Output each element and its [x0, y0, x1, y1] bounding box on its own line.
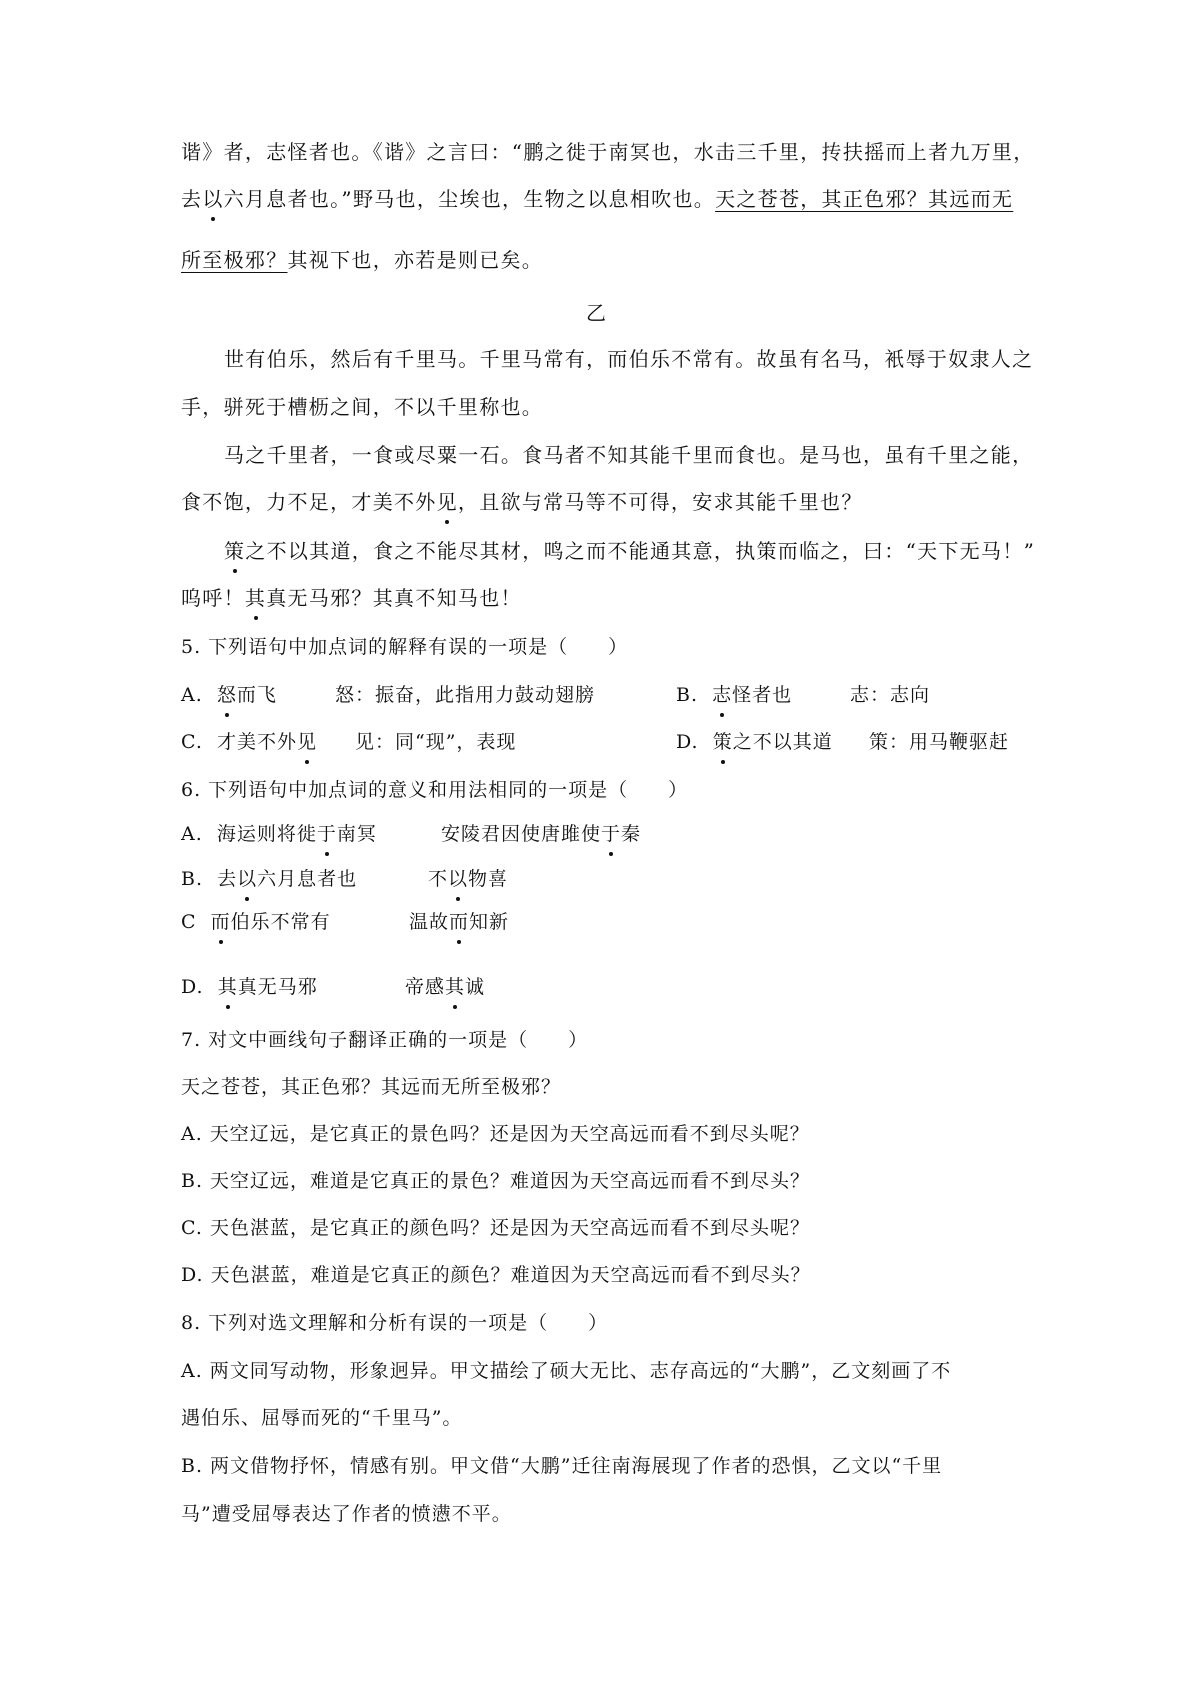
- yi-p3-line-2: 呜呼！其真无马邪？其真不知马也！: [181, 586, 522, 610]
- q5-option-b: B. 志怪者也: [676, 684, 793, 706]
- emphasis-dot-char: 而: [449, 911, 470, 933]
- q6-option-d: D. 其真无马邪: [181, 976, 318, 998]
- q7-option-d: D. 天色湛蓝，难道是它真正的颜色？难道因为天空高远而看不到尽头？: [181, 1264, 811, 1286]
- jia-line-3: 所至极邪？其视下也，亦若是则已矣。: [181, 248, 544, 272]
- underlined-sentence-part2: 所至极邪？: [181, 248, 288, 272]
- q7-option-a: A. 天空辽远，是它真正的景色吗？还是因为天空高远而看不到尽头呢？: [181, 1123, 810, 1145]
- q5-option-c-explanation: 见：同“现”，表现: [355, 731, 517, 753]
- q7-stem: 7. 对文中画线句子翻译正确的一项是（ ）: [181, 1029, 589, 1051]
- q8-option-b-line-2: 马”遭受屈辱表达了作者的愤懑不平。: [181, 1503, 512, 1525]
- section-title-yi: 乙: [586, 301, 608, 325]
- emphasis-dot-char: 志: [712, 684, 733, 706]
- q8-option-a-line-2: 遇伯乐、屈辱而死的“千里马”。: [181, 1407, 463, 1429]
- emphasis-dot-char: 以: [202, 187, 224, 211]
- jia-line-2: 去以六月息者也。”野马也，尘埃也，生物之以息相吹也。天之苍苍，其正色邪？其远而无: [181, 187, 1014, 211]
- jia-line-1: 谐》者，志怪者也。《谐》之言曰：“鹏之徙于南冥也，水击三千里，抟扶摇而上者九万里，: [181, 140, 1035, 164]
- emphasis-dot-char: 其: [217, 976, 238, 998]
- q5-option-a: A. 怒而飞: [181, 684, 277, 706]
- emphasis-dot-char: 而: [210, 911, 231, 933]
- emphasis-dot-char: 以: [237, 868, 258, 890]
- q5-option-d: D. 策之不以其道: [676, 731, 833, 753]
- q7-option-c: C. 天色湛蓝，是它真正的颜色吗？还是因为天空高远而看不到尽头呢？: [181, 1217, 810, 1239]
- emphasis-dot-char: 其: [445, 976, 466, 998]
- yi-p3-line-1: 策之不以其道，食之不能尽其材，鸣之而不能通其意，执策而临之，曰：“天下无马！”: [224, 539, 1036, 563]
- q8-stem: 8. 下列对选文理解和分析有误的一项是（ ）: [181, 1312, 609, 1334]
- emphasis-dot-char: 见: [436, 490, 458, 514]
- emphasis-dot-char: 见: [297, 731, 318, 753]
- yi-p1-line-2: 手，骈死于槽枥之间，不以千里称也。: [181, 395, 544, 419]
- q5-option-b-explanation: 志：志向: [850, 684, 931, 706]
- q7-option-b: B. 天空辽远，难道是它真正的景色？难道因为天空高远而看不到尽头？: [181, 1170, 811, 1192]
- emphasis-dot-char: 于: [601, 823, 622, 845]
- q8-option-b-line-1: B. 两文借物抒怀，情感有别。甲文借“大鹏”迁往南海展现了作者的恐惧，乙文以“千里: [181, 1455, 943, 1477]
- yi-p1-line-1: 世有伯乐，然后有千里马。千里马常有，而伯乐不常有。故虽有名马，衹辱于奴隶人之: [224, 347, 1034, 371]
- q6-option-c-compare: 温故而知新: [409, 911, 510, 933]
- emphasis-dot-char: 怒: [216, 684, 237, 706]
- yi-p2-line-1: 马之千里者，一食或尽粟一石。食马者不知其能千里而食也。是马也，虽有千里之能，: [224, 443, 1034, 467]
- emphasis-dot-char: 策: [224, 539, 246, 563]
- q7-sentence: 天之苍苍，其正色邪？其远而无所至极邪？: [181, 1076, 562, 1098]
- q6-option-c: C 而伯乐不常有: [181, 911, 331, 933]
- q6-option-a: A. 海运则将徙于南冥: [181, 823, 377, 845]
- q5-option-c: C. 才美不外见: [181, 731, 318, 753]
- q6-option-b: B. 去以六月息者也: [181, 868, 358, 890]
- emphasis-dot-char: 其: [244, 586, 267, 610]
- emphasis-dot-char: 于: [316, 823, 337, 845]
- q6-stem: 6. 下列语句中加点词的意义和用法相同的一项是（ ）: [181, 779, 689, 801]
- q5-stem: 5. 下列语句中加点词的解释有误的一项是（ ）: [181, 636, 629, 658]
- underlined-sentence-part1: 天之苍苍，其正色邪？其远而无: [715, 187, 1014, 211]
- q6-option-b-compare: 不以物喜: [428, 868, 509, 890]
- q5-option-d-explanation: 策：用马鞭驱赶: [869, 731, 1010, 753]
- q6-option-a-compare: 安陵君因使唐雎使于秦: [441, 823, 642, 845]
- q6-option-d-compare: 帝感其诚: [405, 976, 486, 998]
- q8-option-a-line-1: A. 两文同写动物，形象迥异。甲文描绘了硕大无比、志存高远的“大鹏”，乙文刻画了不: [181, 1360, 952, 1382]
- yi-p2-line-2: 食不饱，力不足，才美不外见，且欲与常马等不可得，安求其能千里也？: [181, 490, 863, 514]
- emphasis-dot-char: 以: [448, 868, 469, 890]
- emphasis-dot-char: 策: [712, 731, 733, 753]
- q5-option-a-explanation: 怒：振奋，此指用力鼓动翅膀: [335, 684, 596, 706]
